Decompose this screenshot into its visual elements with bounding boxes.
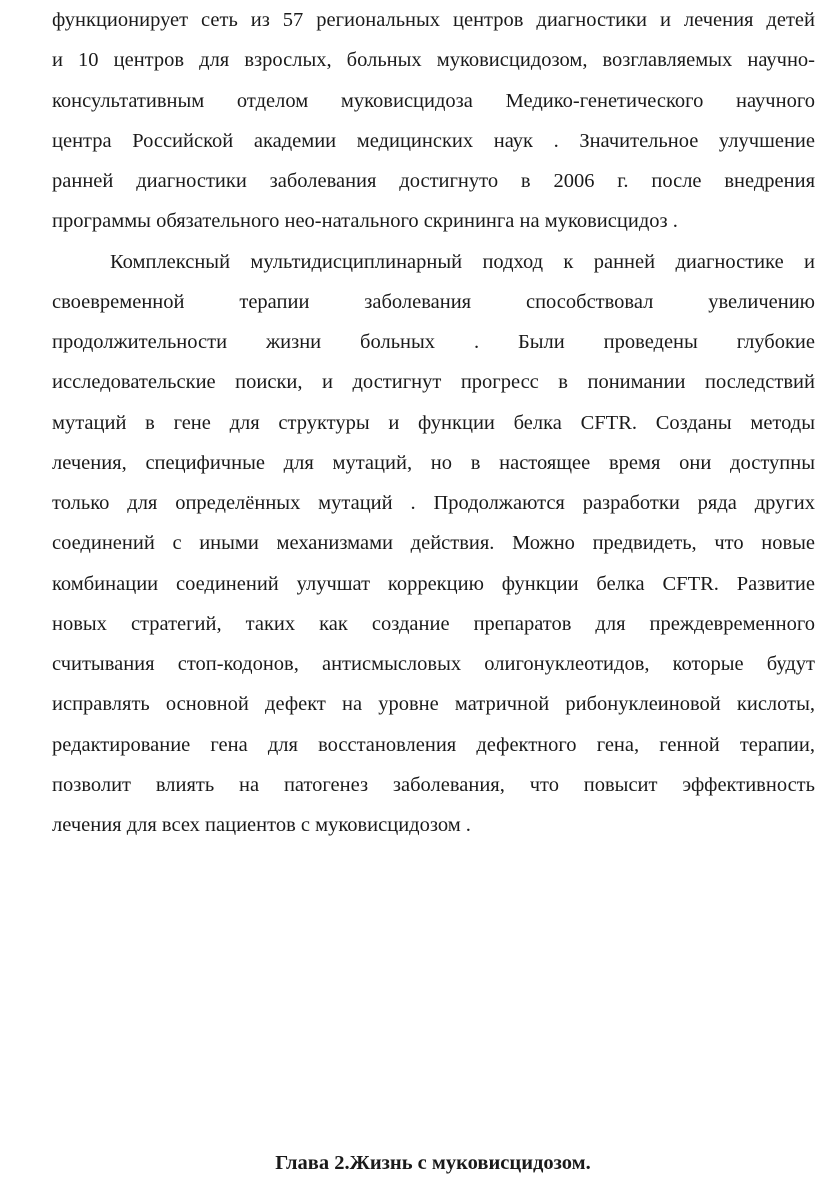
text-line: продолжительности жизни больных . Были проведены глубокие [52,331,815,353]
text-line: мутаций в гене для структуры и функции белка CFTR. Созданы методы [52,412,815,434]
text-line: центра Российской академии медицинских наук . Значительное улучшение [52,130,815,152]
text-line: программы обязательного нео-натального скрининга на муковисцидоз . [52,210,678,232]
text-line: исследовательские поиски, и достигнут прогресс в понимании последствий [52,371,815,393]
text-line: функционирует сеть из 57 региональных центров диагностики и лечения детей [52,9,815,31]
text-line: редактирование гена для восстановления дефектного гена, генной терапии, [52,734,815,756]
text-line-indented: Комплексный мультидисциплинарный подход к ранней диагностике и [110,251,815,273]
text-line: лечения для всех пациентов с муковисцидозом . [52,814,471,836]
text-line: исправлять основной дефект на уровне матричной рибонуклеиновой кислоты, [52,693,815,715]
text-line: лечения, специфичные для мутаций, но в настоящее время они доступны [52,452,815,474]
chapter-heading: Глава 2.Жизнь с муковисцидозом. [275,1152,591,1174]
text-line: считывания стоп-кодонов, антисмысловых олигонуклеотидов, которые будут [52,653,815,675]
text-line: позволит влиять на патогенез заболевания, что повысит эффективность [52,774,815,796]
text-line: только для определённых мутаций . Продолжаются разработки ряда других [52,492,815,514]
text-line: своевременной терапии заболевания способствовал увеличению [52,291,815,313]
text-line: соединений с иными механизмами действия. Можно предвидеть, что новые [52,532,815,554]
text-line: комбинации соединений улучшат коррекцию функции белка CFTR. Развитие [52,573,815,595]
text-line: консультативным отделом муковисцидоза Медико-генетического научного [52,90,815,112]
text-line: новых стратегий, таких как создание препаратов для преждевременного [52,613,815,635]
text-line: ранней диагностики заболевания достигнуто в 2006 г. после внедрения [52,170,815,192]
text-line: и 10 центров для взрослых, больных муковисцидозом, возглавляемых научно- [52,49,815,71]
